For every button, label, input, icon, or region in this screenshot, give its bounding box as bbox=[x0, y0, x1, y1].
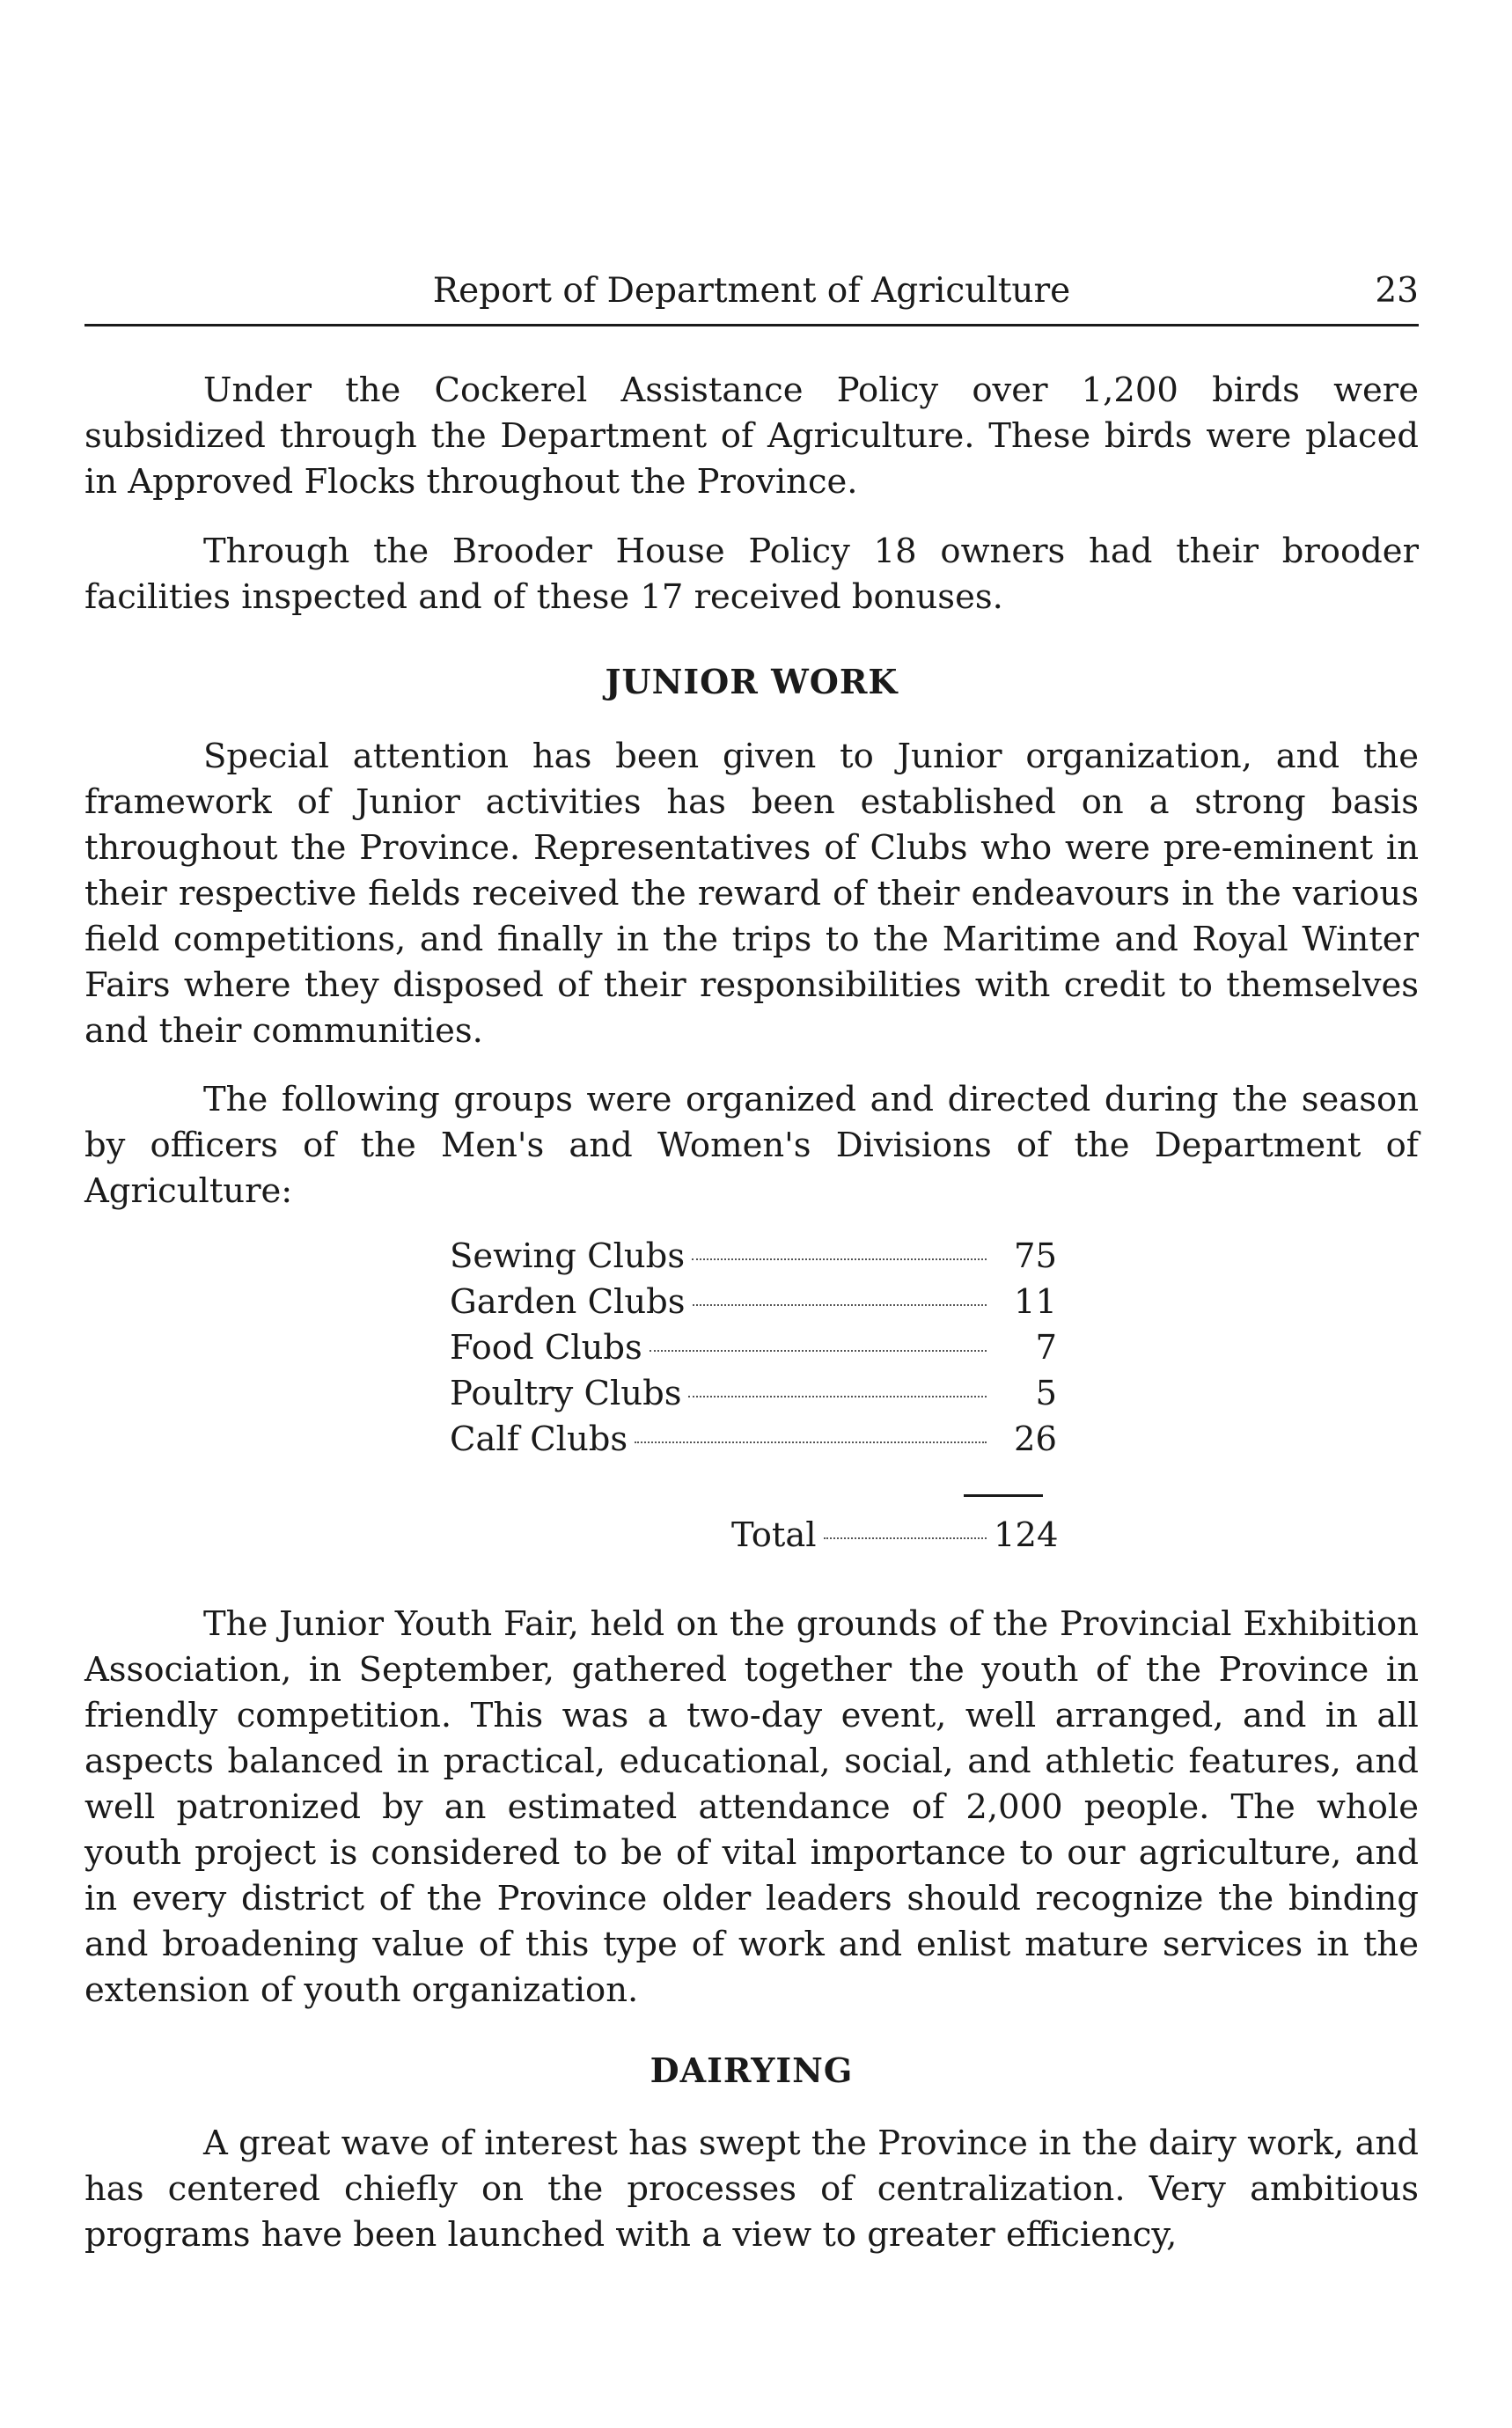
running-title: Report of Department of Agriculture bbox=[432, 271, 1071, 311]
club-row bbox=[450, 1374, 1057, 1419]
heading-junior-work: JUNIOR WORK bbox=[605, 662, 899, 701]
club-count: 26 bbox=[1014, 1419, 1057, 1459]
header-rule bbox=[84, 324, 1419, 326]
club-name: Poultry Clubs bbox=[450, 1374, 682, 1413]
club-row bbox=[450, 1419, 1057, 1465]
paragraph-junior-intro: Special attention has been given to Junior organization, and the framework of Junior activities has been established on a strong basis throughout the Province. Representatives of Clubs who were pre-eminent in their respective fields received the reward of their endeavours in the various field competitions, and finally in the trips to the Maritime and Royal Winter Fairs where they disposed of their responsibilities with credit to themselves and their communities. bbox=[84, 737, 1419, 1051]
paragraph-brooder: Through the Brooder House Policy 18 owners had their brooder facilities inspected and of these 17 received bonuses. bbox=[84, 532, 1419, 617]
club-row bbox=[450, 1328, 1057, 1374]
club-count: 75 bbox=[1014, 1236, 1057, 1276]
paragraph-cockerel: Under the Cockerel Assistance Policy over 1,200 birds were subsidized through the Department of Agriculture. These birds were placed in Approved Flocks throughout the Province. bbox=[84, 370, 1419, 502]
dot-leader bbox=[635, 1441, 987, 1443]
heading-dairying: DAIRYING bbox=[650, 2050, 854, 2090]
club-count: 11 bbox=[1014, 1282, 1057, 1322]
dot-leader bbox=[688, 1396, 987, 1397]
page-number: 23 bbox=[1375, 271, 1419, 311]
total-row bbox=[731, 1515, 1057, 1555]
paragraph-youth-fair: The Junior Youth Fair, held on the grounds of the Provincial Exhibition Association, in September, gathered together the youth of the Province in friendly competition. This was a two-day event, well arranged, and in all aspects balanced in practical, educational, social, and athletic features, and well patronized by an estimated attendance of 2,000 people. The whole youth project is considered to be of vital importance to our agriculture, and in every district of the Province older leaders should recognize the binding and broadening value of this type of work and enlist mature services in the extension of youth organization. bbox=[84, 1604, 1419, 2010]
club-name: Calf Clubs bbox=[450, 1419, 628, 1459]
dot-leader bbox=[650, 1350, 987, 1352]
club-count: 5 bbox=[1035, 1374, 1057, 1413]
club-table bbox=[450, 1236, 1057, 1465]
paragraph-groups-intro: The following groups were organized and directed during the season by officers of the Men's and Women's Divisions of the Department of Agriculture: bbox=[84, 1080, 1419, 1211]
club-row bbox=[450, 1282, 1057, 1328]
paragraph-dairying: A great wave of interest has swept the Province in the dairy work, and has centered chiefly on the processes of centralization. Very ambitious programs have been launched with a view to greater efficiency, bbox=[84, 2124, 1419, 2255]
document-page bbox=[84, 0, 1419, 2428]
club-name: Garden Clubs bbox=[450, 1282, 686, 1322]
dot-leader bbox=[693, 1304, 987, 1306]
total-value: 124 bbox=[994, 1515, 1059, 1555]
total-label: Total bbox=[731, 1515, 817, 1555]
club-name: Sewing Clubs bbox=[450, 1236, 686, 1276]
dot-leader bbox=[692, 1258, 987, 1260]
running-header bbox=[84, 264, 1419, 326]
club-name: Food Clubs bbox=[450, 1328, 642, 1368]
club-row bbox=[450, 1236, 1057, 1282]
dot-leader bbox=[824, 1537, 987, 1539]
club-count: 7 bbox=[1035, 1328, 1057, 1368]
total-rule bbox=[964, 1494, 1043, 1497]
